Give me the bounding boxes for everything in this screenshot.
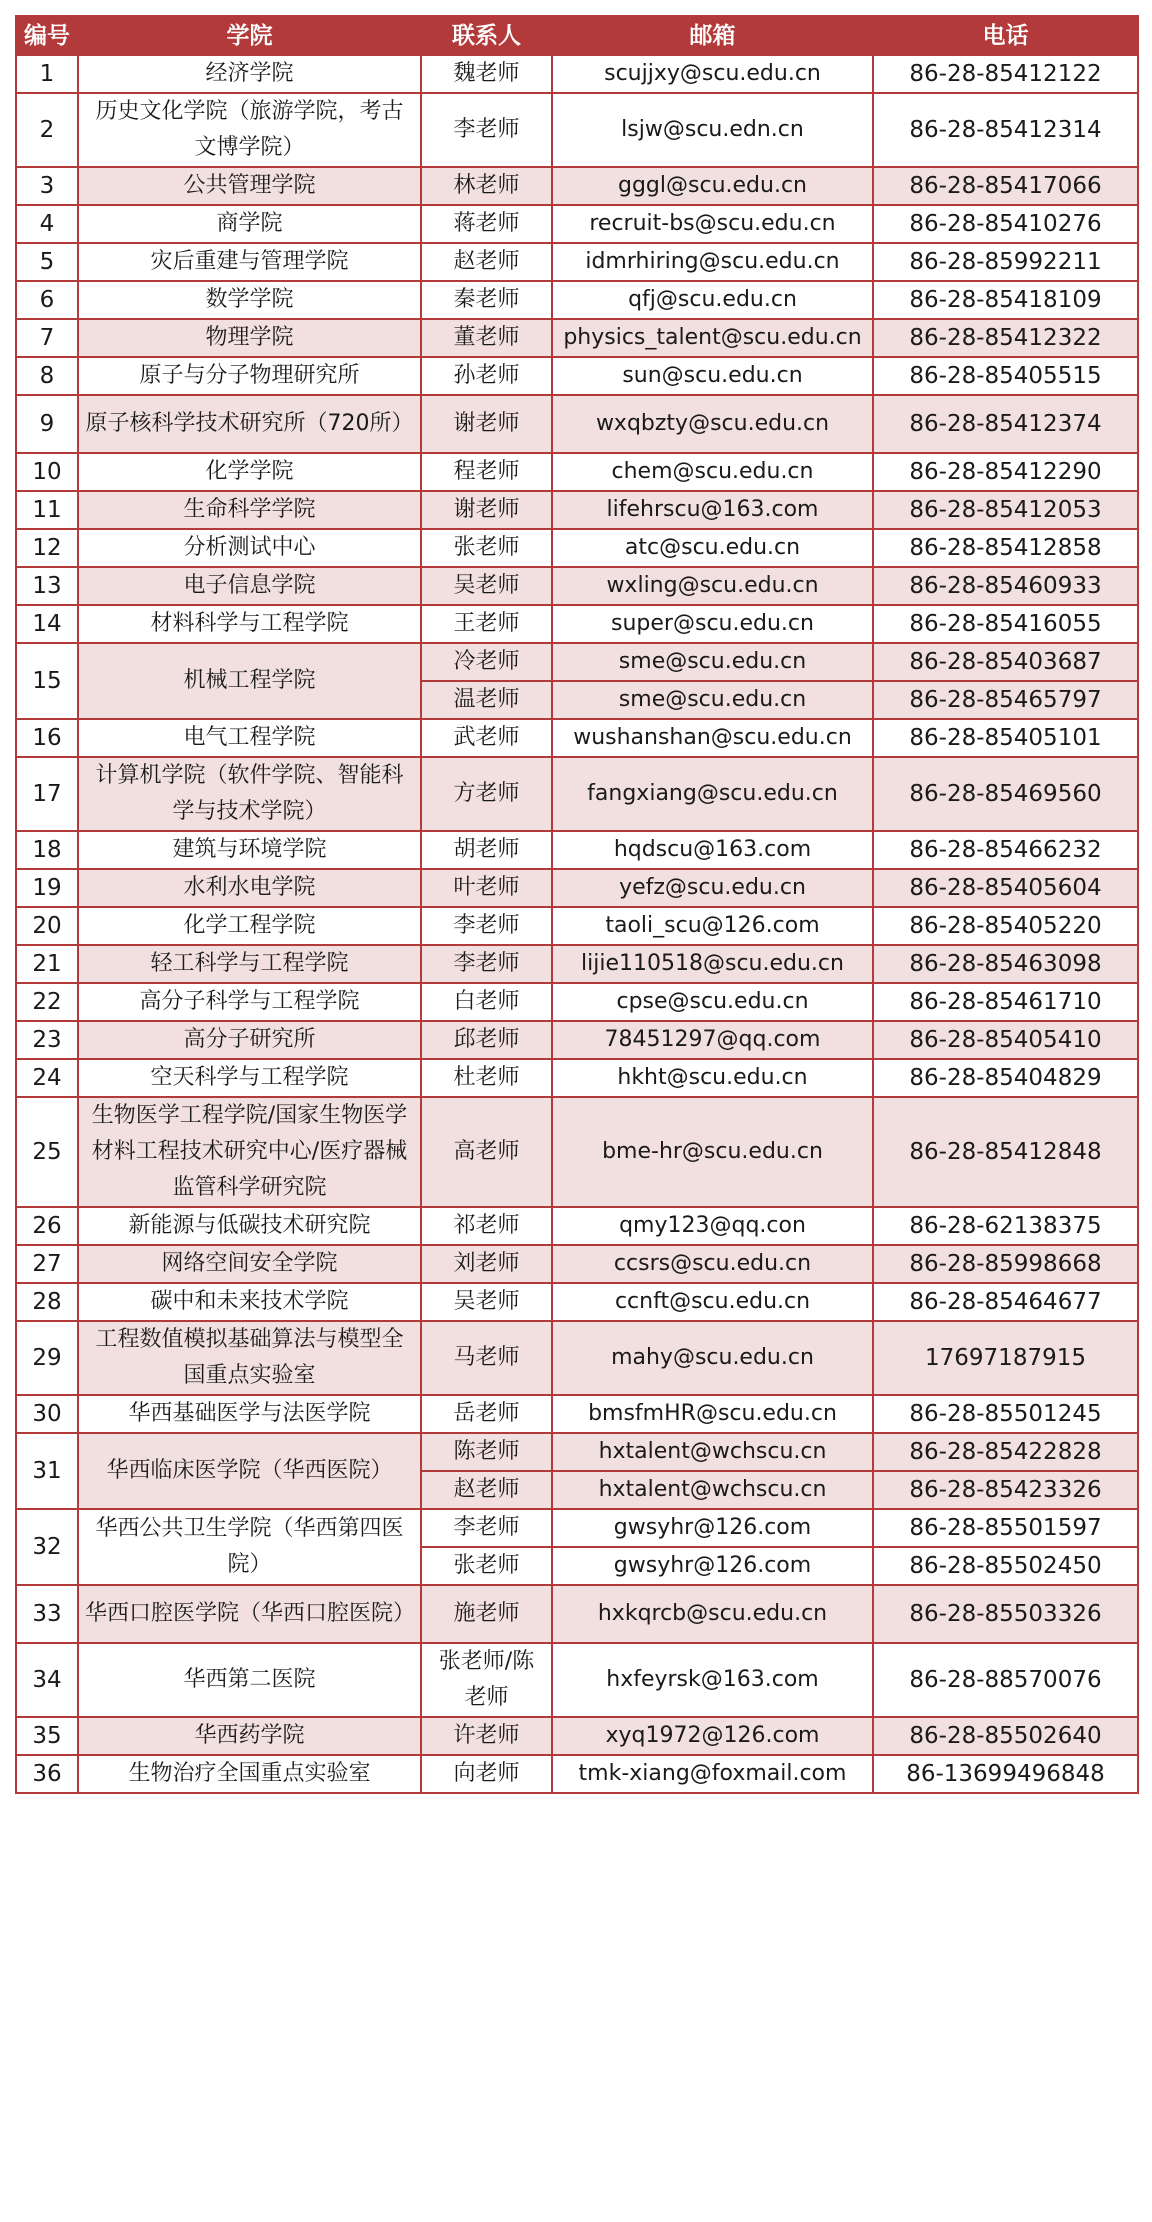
department-name: 原子核科学技术研究所（720所）	[78, 395, 421, 453]
contact-email[interactable]: fangxiang@scu.edu.cn	[552, 757, 873, 831]
table-row	[16, 491, 1138, 529]
contact-phone: 86-28-85405410	[873, 1021, 1138, 1059]
contact-email[interactable]: hqdscu@163.com	[552, 831, 873, 869]
department-name: 华西公共卫生学院（华西第四医院）	[78, 1509, 421, 1585]
table-row	[16, 719, 1138, 757]
contact-phone: 86-28-85405101	[873, 719, 1138, 757]
contact-email[interactable]: mahy@scu.edu.cn	[552, 1321, 873, 1395]
contact-phone: 86-28-85405220	[873, 907, 1138, 945]
contact-email[interactable]: hxkqrcb@scu.edu.cn	[552, 1585, 873, 1643]
row-number: 6	[16, 281, 78, 319]
department-name: 计算机学院（软件学院、智能科学与技术学院）	[78, 757, 421, 831]
table-row	[16, 1585, 1138, 1643]
contact-phone: 86-28-85412053	[873, 491, 1138, 529]
contact-name: 邱老师	[421, 1021, 552, 1059]
contact-email[interactable]: ccnft@scu.edu.cn	[552, 1283, 873, 1321]
department-name: 华西第二医院	[78, 1643, 421, 1717]
contact-phone: 86-28-85461710	[873, 983, 1138, 1021]
department-name: 生物医学工程学院/国家生物医学材料工程技术研究中心/医疗器械监管科学研究院	[78, 1097, 421, 1207]
contact-email[interactable]: idmrhiring@scu.edu.cn	[552, 243, 873, 281]
contact-name: 马老师	[421, 1321, 552, 1395]
department-name: 物理学院	[78, 319, 421, 357]
department-name: 数学学院	[78, 281, 421, 319]
row-number: 20	[16, 907, 78, 945]
table-row	[16, 1321, 1138, 1395]
row-number: 34	[16, 1643, 78, 1717]
department-name: 碳中和未来技术学院	[78, 1283, 421, 1321]
contact-email[interactable]: gggl@scu.edu.cn	[552, 167, 873, 205]
contact-name: 程老师	[421, 453, 552, 491]
department-name: 生物治疗全国重点实验室	[78, 1755, 421, 1793]
contact-phone: 86-28-85503326	[873, 1585, 1138, 1643]
row-number: 2	[16, 93, 78, 167]
table-row	[16, 945, 1138, 983]
contact-name: 赵老师	[421, 243, 552, 281]
row-number: 24	[16, 1059, 78, 1097]
table-row	[16, 831, 1138, 869]
contact-name: 张老师	[421, 1547, 552, 1585]
department-name: 历史文化学院（旅游学院，考古文博学院）	[78, 93, 421, 167]
contact-email[interactable]: ccsrs@scu.edu.cn	[552, 1245, 873, 1283]
contact-name: 赵老师	[421, 1471, 552, 1509]
contact-phone: 86-28-85412290	[873, 453, 1138, 491]
row-number: 4	[16, 205, 78, 243]
contact-name: 秦老师	[421, 281, 552, 319]
contact-email[interactable]: chem@scu.edu.cn	[552, 453, 873, 491]
row-number: 17	[16, 757, 78, 831]
contact-email[interactable]: qfj@scu.edu.cn	[552, 281, 873, 319]
row-number: 7	[16, 319, 78, 357]
contact-phone: 86-28-88570076	[873, 1643, 1138, 1717]
contact-name: 许老师	[421, 1717, 552, 1755]
department-name: 轻工科学与工程学院	[78, 945, 421, 983]
table-row	[16, 1643, 1138, 1717]
contact-email[interactable]: bme-hr@scu.edu.cn	[552, 1097, 873, 1207]
contact-email[interactable]: recruit-bs@scu.edu.cn	[552, 205, 873, 243]
contact-phone: 86-28-85412314	[873, 93, 1138, 167]
table-row	[16, 1059, 1138, 1097]
contact-name: 杜老师	[421, 1059, 552, 1097]
table-header-row	[16, 16, 1138, 55]
contact-phone: 86-28-85992211	[873, 243, 1138, 281]
department-name: 华西药学院	[78, 1717, 421, 1755]
row-number: 15	[16, 643, 78, 719]
row-number: 11	[16, 491, 78, 529]
contact-email[interactable]: wushanshan@scu.edu.cn	[552, 719, 873, 757]
row-number: 10	[16, 453, 78, 491]
row-number: 25	[16, 1097, 78, 1207]
table-row	[16, 757, 1138, 831]
row-number: 5	[16, 243, 78, 281]
table-row	[16, 1433, 1138, 1471]
table-row	[16, 605, 1138, 643]
contact-email[interactable]: lijie110518@scu.edu.cn	[552, 945, 873, 983]
contact-phone: 86-28-85502640	[873, 1717, 1138, 1755]
table-row	[16, 395, 1138, 453]
table-row	[16, 55, 1138, 93]
contact-email[interactable]: bmsfmHR@scu.edu.cn	[552, 1395, 873, 1433]
contact-phone: 86-28-85465797	[873, 681, 1138, 719]
table-row	[16, 453, 1138, 491]
department-name: 空天科学与工程学院	[78, 1059, 421, 1097]
contact-phone: 86-28-85410276	[873, 205, 1138, 243]
department-name: 化学工程学院	[78, 907, 421, 945]
contact-phone: 86-28-85469560	[873, 757, 1138, 831]
contact-name: 白老师	[421, 983, 552, 1021]
contact-email[interactable]: gwsyhr@126.com	[552, 1509, 873, 1547]
contact-email[interactable]: wxqbzty@scu.edu.cn	[552, 395, 873, 453]
contact-email[interactable]: lsjw@scu.edn.cn	[552, 93, 873, 167]
contact-phone: 86-28-85412848	[873, 1097, 1138, 1207]
table-row	[16, 1717, 1138, 1755]
department-name: 华西基础医学与法医学院	[78, 1395, 421, 1433]
contact-phone: 86-28-85998668	[873, 1245, 1138, 1283]
contact-name: 张老师	[421, 529, 552, 567]
contact-name: 武老师	[421, 719, 552, 757]
table-row	[16, 357, 1138, 395]
department-name: 网络空间安全学院	[78, 1245, 421, 1283]
department-name: 高分子科学与工程学院	[78, 983, 421, 1021]
row-number: 21	[16, 945, 78, 983]
header-no: 编号	[16, 16, 78, 55]
contact-email[interactable]: 78451297@qq.com	[552, 1021, 873, 1059]
contact-name: 向老师	[421, 1755, 552, 1793]
contact-name: 叶老师	[421, 869, 552, 907]
table-row	[16, 1245, 1138, 1283]
table-row	[16, 281, 1138, 319]
contact-name: 冷老师	[421, 643, 552, 681]
department-name: 新能源与低碳技术研究院	[78, 1207, 421, 1245]
contact-phone: 86-28-85464677	[873, 1283, 1138, 1321]
header-contact: 联系人	[421, 16, 552, 55]
row-number: 30	[16, 1395, 78, 1433]
contact-phone: 86-28-85418109	[873, 281, 1138, 319]
department-name: 分析测试中心	[78, 529, 421, 567]
table-row	[16, 983, 1138, 1021]
row-number: 3	[16, 167, 78, 205]
contact-email[interactable]: hxtalent@wchscu.cn	[552, 1433, 873, 1471]
contact-phone: 86-28-85417066	[873, 167, 1138, 205]
row-number: 22	[16, 983, 78, 1021]
table-row	[16, 529, 1138, 567]
department-name: 商学院	[78, 205, 421, 243]
department-name: 公共管理学院	[78, 167, 421, 205]
contact-email[interactable]: cpse@scu.edu.cn	[552, 983, 873, 1021]
contact-name: 王老师	[421, 605, 552, 643]
contact-name: 林老师	[421, 167, 552, 205]
table-row	[16, 567, 1138, 605]
contact-name: 李老师	[421, 93, 552, 167]
table-row	[16, 205, 1138, 243]
contact-name: 高老师	[421, 1097, 552, 1207]
contact-phone: 86-28-85466232	[873, 831, 1138, 869]
contact-email[interactable]: hkht@scu.edu.cn	[552, 1059, 873, 1097]
row-number: 12	[16, 529, 78, 567]
contact-phone: 86-28-85405604	[873, 869, 1138, 907]
header-phone: 电话	[873, 16, 1138, 55]
table-row	[16, 1021, 1138, 1059]
department-name: 化学学院	[78, 453, 421, 491]
table-row	[16, 1509, 1138, 1547]
table-row	[16, 1097, 1138, 1207]
contact-name: 温老师	[421, 681, 552, 719]
contact-name: 魏老师	[421, 55, 552, 93]
contact-email[interactable]: scujjxy@scu.edu.cn	[552, 55, 873, 93]
table-row	[16, 1395, 1138, 1433]
contact-name: 李老师	[421, 907, 552, 945]
row-number: 33	[16, 1585, 78, 1643]
department-name: 水利水电学院	[78, 869, 421, 907]
row-number: 35	[16, 1717, 78, 1755]
contact-email[interactable]: wxling@scu.edu.cn	[552, 567, 873, 605]
department-name: 经济学院	[78, 55, 421, 93]
contact-phone: 86-28-85412374	[873, 395, 1138, 453]
department-name: 电气工程学院	[78, 719, 421, 757]
contact-email[interactable]: atc@scu.edu.cn	[552, 529, 873, 567]
contact-phone: 86-28-85501245	[873, 1395, 1138, 1433]
contact-name: 岳老师	[421, 1395, 552, 1433]
table-row	[16, 869, 1138, 907]
contact-name: 李老师	[421, 945, 552, 983]
department-name: 机械工程学院	[78, 643, 421, 719]
contact-name: 吴老师	[421, 1283, 552, 1321]
contact-email[interactable]: tmk-xiang@foxmail.com	[552, 1755, 873, 1793]
row-number: 27	[16, 1245, 78, 1283]
department-name: 建筑与环境学院	[78, 831, 421, 869]
row-number: 18	[16, 831, 78, 869]
contact-email[interactable]: physics_talent@scu.edu.cn	[552, 319, 873, 357]
contact-name: 董老师	[421, 319, 552, 357]
contact-phone: 86-28-85412122	[873, 55, 1138, 93]
contact-phone: 86-28-85422828	[873, 1433, 1138, 1471]
contact-table	[15, 15, 1139, 1794]
contact-email[interactable]: sme@scu.edu.cn	[552, 681, 873, 719]
row-number: 28	[16, 1283, 78, 1321]
contact-email[interactable]: gwsyhr@126.com	[552, 1547, 873, 1585]
contact-name: 陈老师	[421, 1433, 552, 1471]
table-row	[16, 243, 1138, 281]
contact-email[interactable]: qmy123@qq.con	[552, 1207, 873, 1245]
contact-email[interactable]: sme@scu.edu.cn	[552, 643, 873, 681]
contact-phone: 86-28-85416055	[873, 605, 1138, 643]
header-dept: 学院	[78, 16, 421, 55]
contact-email[interactable]: yefz@scu.edu.cn	[552, 869, 873, 907]
contact-phone: 86-28-85501597	[873, 1509, 1138, 1547]
contact-name: 张老师/陈老师	[421, 1643, 552, 1717]
contact-name: 孙老师	[421, 357, 552, 395]
contact-email[interactable]: xyq1972@126.com	[552, 1717, 873, 1755]
contact-name: 谢老师	[421, 395, 552, 453]
table-body	[16, 55, 1138, 1793]
table-row	[16, 1755, 1138, 1793]
department-name: 高分子研究所	[78, 1021, 421, 1059]
row-number: 36	[16, 1755, 78, 1793]
department-name: 材料科学与工程学院	[78, 605, 421, 643]
contact-phone: 86-28-85405515	[873, 357, 1138, 395]
contact-phone: 86-28-85404829	[873, 1059, 1138, 1097]
contact-name: 祁老师	[421, 1207, 552, 1245]
row-number: 29	[16, 1321, 78, 1395]
contact-phone: 17697187915	[873, 1321, 1138, 1395]
contact-phone: 86-28-85502450	[873, 1547, 1138, 1585]
table-row	[16, 1207, 1138, 1245]
contact-name: 施老师	[421, 1585, 552, 1643]
row-number: 19	[16, 869, 78, 907]
contact-email[interactable]: hxtalent@wchscu.cn	[552, 1471, 873, 1509]
contact-email[interactable]: taoli_scu@126.com	[552, 907, 873, 945]
row-number: 8	[16, 357, 78, 395]
row-number: 31	[16, 1433, 78, 1509]
header-email: 邮箱	[552, 16, 873, 55]
department-name: 电子信息学院	[78, 567, 421, 605]
contact-phone: 86-28-85463098	[873, 945, 1138, 983]
table-row	[16, 643, 1138, 681]
contact-phone: 86-28-85412858	[873, 529, 1138, 567]
table-row	[16, 93, 1138, 167]
table-row	[16, 907, 1138, 945]
row-number: 9	[16, 395, 78, 453]
row-number: 1	[16, 55, 78, 93]
table-row	[16, 319, 1138, 357]
department-name: 灾后重建与管理学院	[78, 243, 421, 281]
contact-name: 李老师	[421, 1509, 552, 1547]
contact-email[interactable]: sun@scu.edu.cn	[552, 357, 873, 395]
table-row	[16, 1283, 1138, 1321]
contact-name: 方老师	[421, 757, 552, 831]
department-name: 工程数值模拟基础算法与模型全国重点实验室	[78, 1321, 421, 1395]
contact-phone: 86-28-85412322	[873, 319, 1138, 357]
department-name: 华西口腔医学院（华西口腔医院）	[78, 1585, 421, 1643]
contact-name: 吴老师	[421, 567, 552, 605]
contact-phone: 86-28-85403687	[873, 643, 1138, 681]
row-number: 26	[16, 1207, 78, 1245]
contact-phone: 86-28-85423326	[873, 1471, 1138, 1509]
contact-email[interactable]: super@scu.edu.cn	[552, 605, 873, 643]
contact-phone: 86-13699496848	[873, 1755, 1138, 1793]
contact-email[interactable]: hxfeyrsk@163.com	[552, 1643, 873, 1717]
table-row	[16, 167, 1138, 205]
contact-name: 谢老师	[421, 491, 552, 529]
row-number: 16	[16, 719, 78, 757]
contact-name: 蒋老师	[421, 205, 552, 243]
contact-name: 刘老师	[421, 1245, 552, 1283]
contact-email[interactable]: lifehrscu@163.com	[552, 491, 873, 529]
row-number: 13	[16, 567, 78, 605]
contact-phone: 86-28-62138375	[873, 1207, 1138, 1245]
department-name: 华西临床医学院（华西医院）	[78, 1433, 421, 1509]
contact-phone: 86-28-85460933	[873, 567, 1138, 605]
department-name: 生命科学学院	[78, 491, 421, 529]
department-name: 原子与分子物理研究所	[78, 357, 421, 395]
row-number: 32	[16, 1509, 78, 1585]
contact-name: 胡老师	[421, 831, 552, 869]
row-number: 14	[16, 605, 78, 643]
row-number: 23	[16, 1021, 78, 1059]
